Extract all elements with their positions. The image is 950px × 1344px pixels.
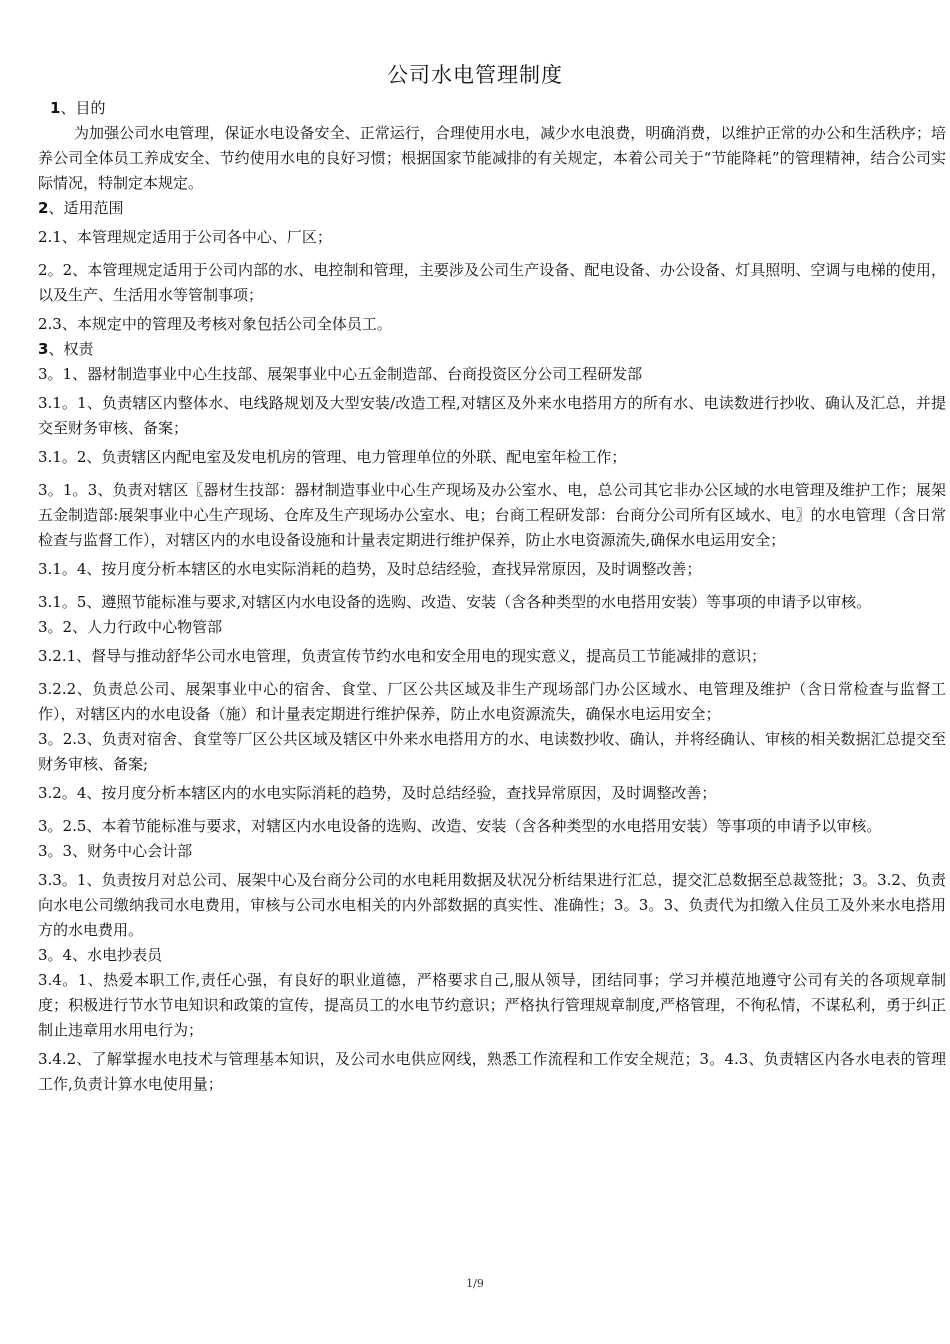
page-number: 1/9 (466, 1277, 484, 1290)
paragraph: 2。2、本管理规定适用于公司内部的水、电控制和管理，主要涉及公司生产设备、配电设备、办公设备、灯具照明、空调与电梯的使用，以及生产、生活用水等管制事项； (38, 261, 946, 304)
paragraph: 2.3、本规定中的管理及考核对象包括公司全体员工。 (38, 315, 392, 333)
paragraph: 3.2.1、督导与推动舒华公司水电管理，负责宣传节约水电和安全用电的现实意义，提高员工节能减排的意识； (38, 647, 767, 665)
paragraph: 3.1。2、负责辖区内配电室及发电机房的管理、电力管理单位的外联、配电室年检工作； (38, 448, 627, 466)
paragraph: 2.1、本管理规定适用于公司各中心、厂区； (38, 228, 332, 246)
paragraph: 3.2.2、负责总公司、展架事业中心的宿舍、食堂、厂区公共区域及非生产现场部门办公区域水、电管理及维护（含日常检查与监督工作），对辖区内的水电设备（施）和计量表定期进行维护保养，防止水电资源流失，确保水电运用安全； (38, 680, 946, 723)
paragraph: 3.1。4、按月度分析本辖区的水电实际消耗的趋势，及时总结经验，查找异常原因，及时调整改善； (38, 560, 702, 578)
document-body (38, 96, 946, 1097)
paragraph: 3。2.5、本着节能标准与要求，对辖区内水电设备的选购、改造、安装（含各种类型的水电搭用安装）等事项的申请予以审核。 (38, 817, 882, 835)
paragraph: 3。4、水电抄表员 (38, 946, 163, 964)
paragraph: 3。3、财务中心会计部 (38, 842, 193, 860)
section-heading-responsibilities: 3、权责 (38, 340, 94, 358)
paragraph: 3.2。4、按月度分析本辖区内的水电实际消耗的趋势，及时总结经验，查找异常原因，及时调整改善； (38, 784, 717, 802)
paragraph: 3.4.2、了解掌握水电技术与管理基本知识，及公司水电供应网线，熟悉工作流程和工作安全规范；3。4.3、负责辖区内各水电表的管理工作,负责计算水电使用量； (38, 1050, 946, 1093)
paragraph: 3。1、器材制造事业中心生技部、展架事业中心五金制造部、台商投资区分公司工程研发部 (38, 365, 643, 383)
section-heading-scope: 2、适用范围 (38, 199, 124, 217)
paragraph: 为加强公司水电管理，保证水电设备安全、正常运行，合理使用水电，减少水电浪费，明确消费，以维护正常的办公和生活秩序；培养公司全体员工养成安全、节约使用水电的良好习惯；根据国家节能减排的有关规定，本着公司关于“节能降耗”的管理精神，结合公司实际情况，特制定本规定。 (38, 124, 946, 192)
paragraph: 3。2.3、负责对宿舍、食堂等厂区公共区域及辖区中外来水电搭用方的水、电读数抄收、确认，并将经确认、审核的相关数据汇总提交至财务审核、备案; (38, 730, 946, 773)
paragraph: 3.3。1、负责按月对总公司、展架中心及台商分公司的水电耗用数据及状况分析结果进行汇总，提交汇总数据至总裁签批；3。3.2、负责向水电公司缴纳我司水电费用，审核与公司水电相关的内外部数据的真实性、准确性；3。3。3、负责代为扣缴入住员工及外来水电搭用方的水电费用。 (38, 871, 946, 939)
paragraph: 3。2、人力行政中心物管部 (38, 618, 223, 636)
paragraph: 3.1。1、负责辖区内整体水、电线路规划及大型安装/改造工程,对辖区及外来水电搭用方的所有水、电读数进行抄收、确认及汇总，并提交至财务审核、备案； (38, 394, 946, 437)
paragraph: 3。1。3、负责对辖区〖器材生技部：器材制造事业中心生产现场及办公室水、电，总公司其它非办公区域的水电管理及维护工作；展架五金制造部:展架事业中心生产现场、仓库及生产现场办公室水、电；台商工程研发部：台商分公司所有区域水、电〗的水电管理（含日常检查与监督工作），对辖区内的水电设备设施和计量表定期进行维护保养，防止水电资源流失,确保水电运用安全； (38, 481, 946, 549)
paragraph: 3.4。1、热爱本职工作,责任心强，有良好的职业道德，严格要求自己,服从领导，团结同事；学习并模范地遵守公司有关的各项规章制度；积极进行节水节电知识和政策的宣传，提高员工的水电节约意识；严格执行管理规章制度,严格管理，不徇私情，不谋私利，勇于纠正制止违章用水用电行为； (38, 971, 946, 1039)
document-title: 公司水电管理制度 (387, 63, 563, 87)
paragraph: 3.1。5、遵照节能标准与要求,对辖区内水电设备的选购、改造、安装（含各种类型的水电搭用安装）等事项的申请予以审核。 (38, 593, 872, 611)
section-heading-purpose: 1、目的 (50, 99, 106, 117)
